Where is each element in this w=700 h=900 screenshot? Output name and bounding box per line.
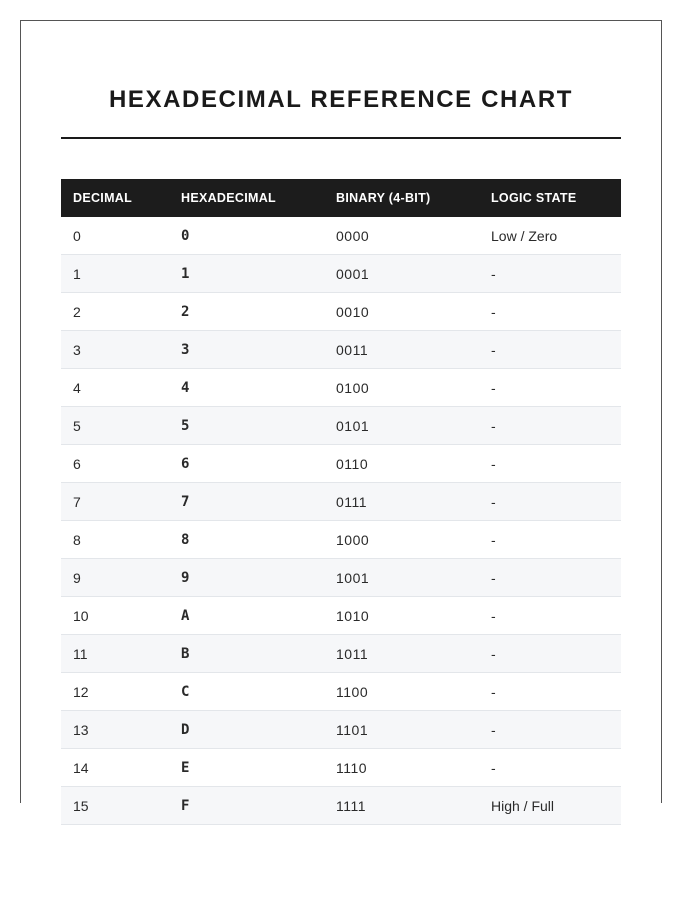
cell-decimal: 15: [73, 797, 89, 814]
table-row: [61, 255, 621, 293]
table-row: [61, 635, 621, 673]
cell-binary: 1110: [336, 759, 368, 776]
hex-reference-table: [61, 179, 621, 825]
cell-hexadecimal: 6: [181, 455, 190, 472]
cell-hexadecimal: 7: [181, 493, 190, 510]
cell-logic-state: -: [491, 607, 496, 624]
page-title: HEXADECIMAL REFERENCE CHART: [108, 86, 574, 113]
column-header-binary: BINARY (4-BIT): [336, 191, 431, 205]
table-row: [61, 787, 621, 825]
cell-binary: 0010: [336, 303, 370, 320]
cell-binary: 1111: [336, 797, 367, 814]
reference-sheet: [20, 20, 662, 814]
cell-decimal: 0: [73, 227, 81, 244]
cell-logic-state: -: [491, 721, 496, 738]
cell-binary: 0110: [336, 455, 369, 472]
table-row: [61, 217, 621, 255]
title-divider: [61, 137, 621, 139]
cell-logic-state: -: [491, 455, 496, 472]
cell-binary: 0001: [336, 265, 370, 282]
cell-binary: 1101: [336, 721, 369, 738]
cell-logic-state: -: [491, 417, 496, 434]
table-row: [61, 749, 621, 787]
cell-binary: 0100: [336, 379, 370, 396]
cell-decimal: 5: [73, 417, 81, 434]
cell-binary: 1100: [336, 683, 369, 700]
cell-decimal: 9: [73, 569, 81, 586]
table-row: [61, 407, 621, 445]
cell-logic-state: -: [491, 683, 496, 700]
cell-binary: 0101: [336, 417, 370, 434]
cell-decimal: 8: [73, 531, 81, 548]
cell-decimal: 1: [73, 265, 81, 282]
table-row: [61, 293, 621, 331]
cell-logic-state: -: [491, 569, 496, 586]
cell-logic-state: -: [491, 303, 496, 320]
cell-hexadecimal: 0: [181, 227, 190, 244]
column-header-decimal: DECIMAL: [73, 191, 133, 205]
cell-hexadecimal: 2: [181, 303, 190, 320]
cell-hexadecimal: B: [181, 645, 190, 662]
table-row: [61, 521, 621, 559]
column-header-hexadecimal: HEXADECIMAL: [181, 191, 276, 205]
cell-hexadecimal: A: [181, 607, 190, 624]
cell-decimal: 13: [73, 721, 89, 738]
cell-binary: 0000: [336, 227, 370, 244]
column-header-logic-state: LOGIC STATE: [491, 191, 577, 205]
cell-decimal: 3: [73, 341, 81, 358]
cell-logic-state: -: [491, 645, 496, 662]
cell-hexadecimal: F: [181, 797, 190, 814]
cell-decimal: 4: [73, 379, 81, 396]
cell-hexadecimal: 5: [181, 417, 190, 434]
cell-binary: 0011: [336, 341, 369, 358]
header-row: [61, 179, 621, 217]
cell-decimal: 12: [73, 683, 89, 700]
cell-logic-state: Low / Zero: [491, 227, 558, 244]
table-body: [61, 217, 621, 825]
cell-decimal: 2: [73, 303, 81, 320]
cell-hexadecimal: C: [181, 683, 190, 700]
table-header: [61, 179, 621, 217]
cell-decimal: 11: [73, 645, 88, 662]
cell-hexadecimal: 4: [181, 379, 190, 396]
table-row: [61, 711, 621, 749]
cell-binary: 0111: [336, 493, 368, 510]
cell-binary: 1010: [336, 607, 370, 624]
table-row: [61, 445, 621, 483]
cell-logic-state: -: [491, 341, 496, 358]
table-row: [61, 597, 621, 635]
cell-logic-state: -: [491, 531, 496, 548]
cell-binary: 1001: [336, 569, 370, 586]
table-row: [61, 483, 621, 521]
cell-hexadecimal: 3: [181, 341, 190, 358]
cell-hexadecimal: 8: [181, 531, 190, 548]
cell-decimal: 10: [73, 607, 89, 624]
cell-decimal: 7: [73, 493, 81, 510]
cell-decimal: 6: [73, 455, 81, 472]
cell-decimal: 14: [73, 759, 89, 776]
cell-logic-state: -: [491, 759, 496, 776]
cell-logic-state: High / Full: [491, 797, 555, 814]
cell-logic-state: -: [491, 265, 496, 282]
table-row: [61, 559, 621, 597]
table-row: [61, 369, 621, 407]
cell-hexadecimal: 1: [181, 265, 190, 282]
cell-hexadecimal: D: [181, 721, 190, 738]
cell-hexadecimal: 9: [181, 569, 190, 586]
table-row: [61, 673, 621, 711]
cell-logic-state: -: [491, 493, 496, 510]
table-row: [61, 331, 621, 369]
cell-binary: 1000: [336, 531, 370, 548]
cell-binary: 1011: [336, 645, 369, 662]
cell-logic-state: -: [491, 379, 496, 396]
cell-hexadecimal: E: [181, 759, 190, 776]
